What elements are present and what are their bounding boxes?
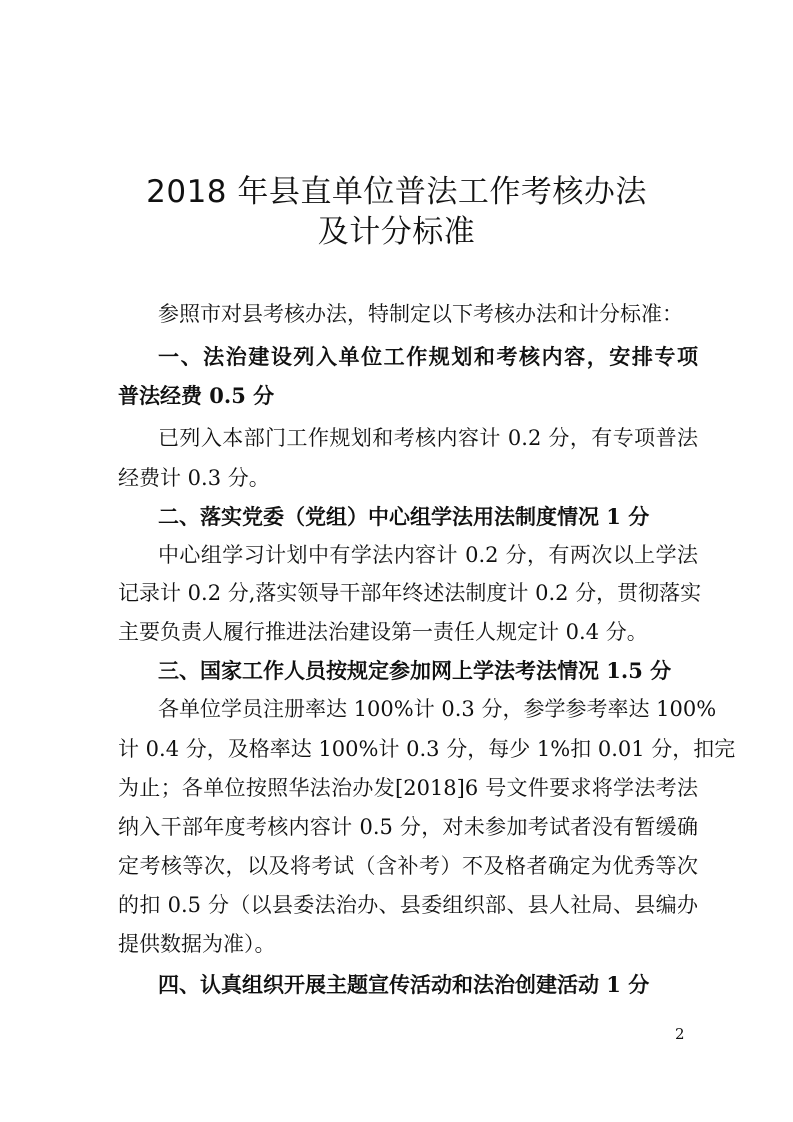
section-3-body-cont: 提供数据为准）。 [118, 932, 276, 956]
page-number: 2 [675, 1025, 685, 1043]
section-4-heading: 四、认真组织开展主题宣传活动和法治创建活动 1 分 [158, 972, 650, 997]
section-2-body-cont: 主要负责人履行推进法治建设第一责任人规定计 0.4 分。 [118, 620, 648, 644]
section-3-body-cont: 计 0.4 分，及格率达 100%计 0.3 分，每少 1%扣 0.01 分，扣完 [118, 737, 736, 761]
document-title: 2018 年县直单位普法工作考核办法 [146, 174, 647, 210]
section-1-heading: 一、法治建设列入单位工作规划和考核内容，安排专项 [158, 344, 698, 369]
section-3-body-cont: 纳入干部年度考核内容计 0.5 分，对未参加考试者没有暂缓确 [118, 815, 698, 839]
section-3-heading: 三、国家工作人员按规定参加网上学法考法情况 1.5 分 [158, 658, 672, 683]
section-3-body-cont: 定考核等次，以及将考试（含补考）不及格者确定为优秀等次 [118, 854, 698, 878]
section-3-body-cont: 为止；各单位按照华法治办发[2018]6 号文件要求将学法考法 [118, 776, 698, 800]
section-1-body-cont: 经费计 0.3 分。 [118, 466, 270, 490]
section-1-body: 已列入本部门工作规划和考核内容计 0.2 分，有专项普法 [158, 426, 698, 450]
section-2-heading: 二、落实党委（党组）中心组学法用法制度情况 1 分 [158, 504, 650, 529]
document-title-line2: 及计分标准 [317, 214, 476, 250]
section-1-heading-cont: 普法经费 0.5 分 [118, 383, 275, 408]
section-2-body: 中心组学习计划中有学法内容计 0.2 分，有两次以上学法 [158, 543, 698, 567]
section-2-body-cont: 记录计 0.2 分,落实领导干部年终述法制度计 0.2 分，贯彻落实 [118, 581, 702, 605]
section-3-body: 各单位学员注册率达 100%计 0.3 分，参学参考率达 100% [158, 697, 717, 721]
section-3-body-cont: 的扣 0.5 分（以县委法治办、县委组织部、县人社局、县编办 [118, 893, 698, 917]
intro-paragraph: 参照市对县考核办法，特制定以下考核办法和计分标准： [158, 302, 683, 326]
